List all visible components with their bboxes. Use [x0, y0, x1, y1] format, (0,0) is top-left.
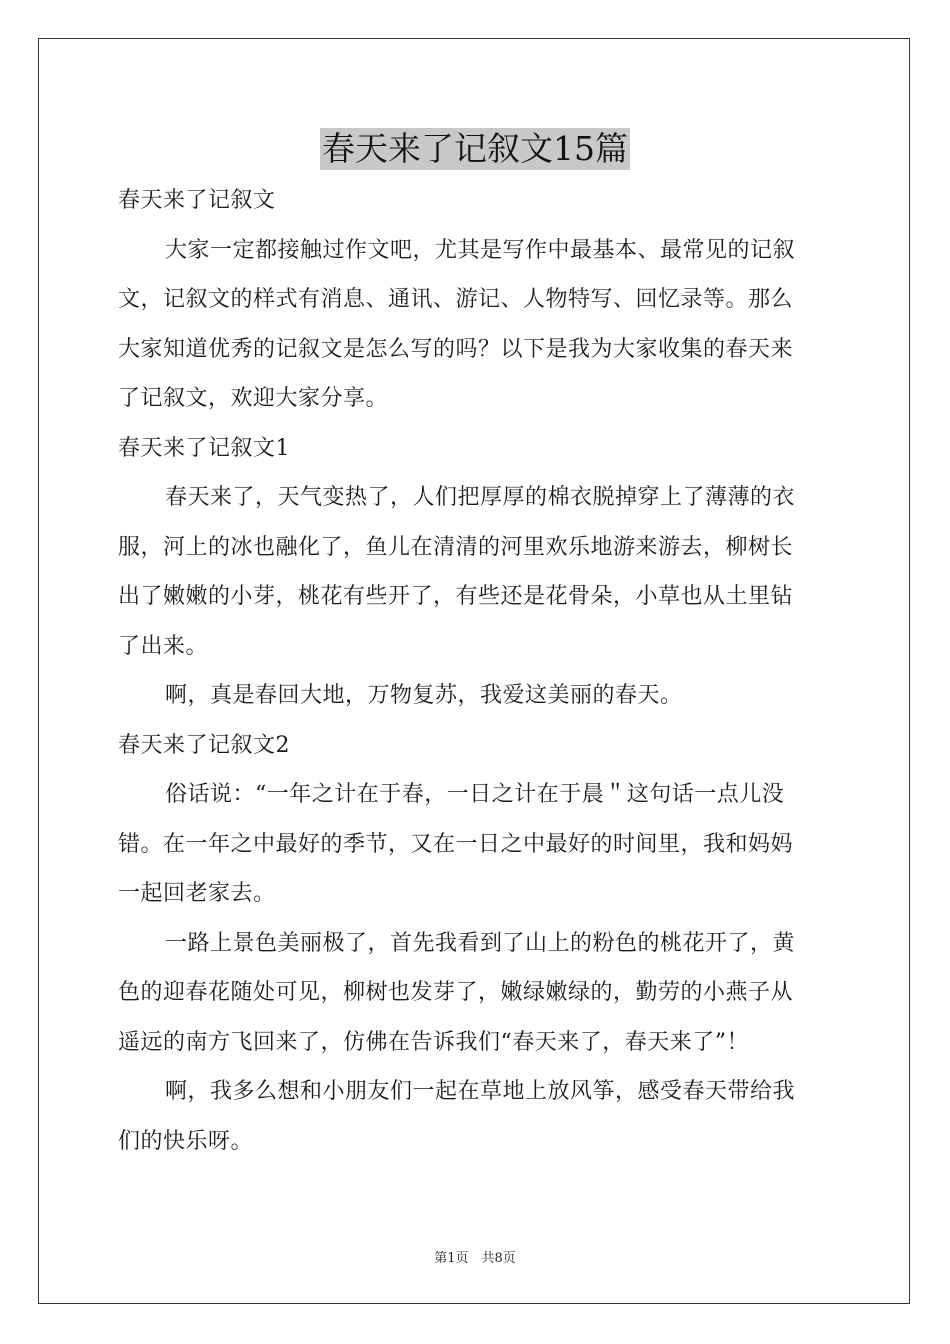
- page-footer: 第1页 共8页: [434, 1251, 516, 1266]
- text-line: 出了嫩嫩的小芽，桃花有些开了，有些还是花骨朵，小草也从土里钻: [118, 584, 794, 609]
- text-line: 啊，我多么想和小朋友们一起在草地上放风筝，感受春天带给我: [165, 1079, 796, 1104]
- document-title: 春天来了记叙文15篇: [322, 129, 628, 168]
- text-line: 啊，真是春回大地，万物复苏，我爱这美丽的春天。: [165, 683, 683, 708]
- text-line: 春天来了记叙文2: [118, 732, 290, 758]
- text-line: 服，河上的冰也融化了，鱼儿在清清的河里欢乐地游来游去，柳树长: [118, 534, 794, 560]
- text-line: 春天来了，天气变热了，人们把厚厚的棉衣脱掉穿上了薄薄的衣: [165, 485, 796, 510]
- title-container: [0, 128, 950, 170]
- text-line: 色的迎春花随处可见，柳树也发芽了，嫩绿嫩绿的，勤劳的小燕子从: [118, 980, 794, 1005]
- text-line: 春天来了记叙文1: [118, 435, 290, 461]
- text-line: 错。在一年之中最好的季节，又在一日之中最好的时间里，我和妈妈: [118, 831, 794, 857]
- document-body: [118, 176, 834, 1166]
- text-line: 一起回老家去。: [118, 881, 276, 906]
- text-line: 遥远的南方飞回来了，仿佛在告诉我们“春天来了，春天来了”！: [118, 1029, 749, 1055]
- text-line: 大家一定都接触过作文吧，尤其是写作中最基本、最常见的记叙: [165, 237, 796, 263]
- text-line: 文，记叙文的样式有消息、通讯、游记、人物特写、回忆录等。那么: [118, 287, 794, 312]
- text-line: 俗话说：“一年之计在于春，一日之计在于晨＂这句话一点儿没: [165, 782, 785, 807]
- text-line: 春天来了记叙文: [118, 188, 276, 213]
- text-line: 大家知道优秀的记叙文是怎么写的吗？以下是我为大家收集的春天来: [118, 336, 794, 362]
- text-line: 们的快乐呀。: [118, 1128, 254, 1154]
- text-line: 了出来。: [118, 633, 209, 659]
- text-line: 了记叙文，欢迎大家分享。: [118, 386, 389, 411]
- text-line: 一路上景色美丽极了，首先我看到了山上的粉色的桃花开了，黄: [165, 930, 796, 956]
